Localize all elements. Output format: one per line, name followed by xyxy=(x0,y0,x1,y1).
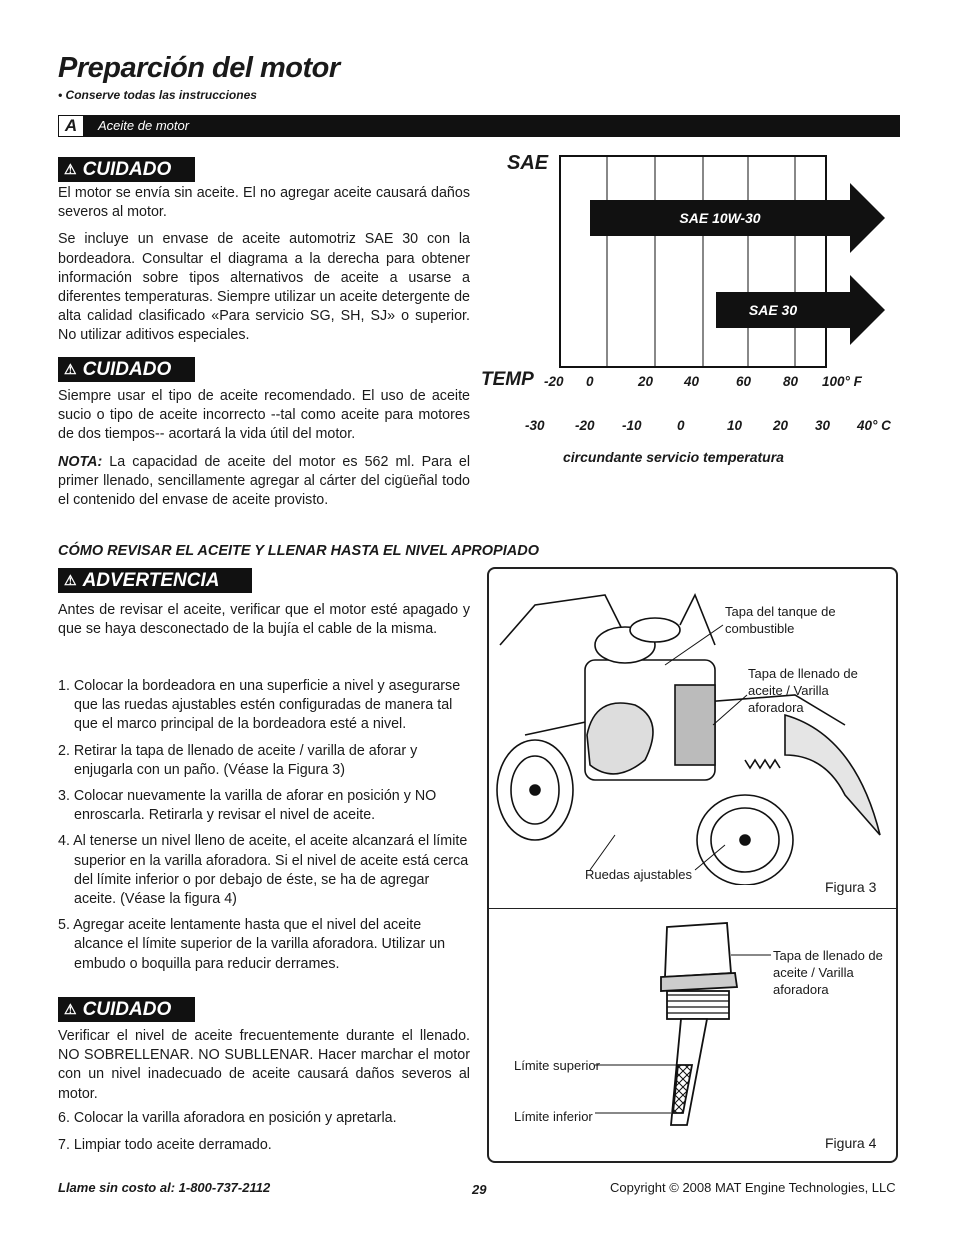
figure-divider xyxy=(489,908,896,909)
fig3-fuel-cap-label: Tapa del tanque de combustible xyxy=(725,604,836,636)
list-item: 6. Colocar la varilla aforadora en posición y apretarla. xyxy=(58,1110,397,1126)
caution-label-1: CUIDADO xyxy=(82,159,172,180)
section-label: Aceite de motor xyxy=(98,118,190,133)
note-text: La capacidad de aceite del motor es 562 ml. Para el primer llenado, sencillamente agregar al cárter del cigüeñal todo el contenido del envase de aceite provisto. xyxy=(58,453,470,509)
warning-triangle-icon: ⚠ xyxy=(64,572,77,588)
c-tick-label: 30 xyxy=(815,418,831,433)
f-tick-label: 80 xyxy=(783,374,799,389)
chart-sae-label: SAE xyxy=(507,152,549,174)
footer-copyright: Copyright © 2008 MAT Engine Technologies, LLC xyxy=(610,1180,896,1195)
list-item: 3. Colocar nuevamente la varilla de aforar en posición y NO enroscarla. Retirarla y revisar el nivel de aceite. xyxy=(58,788,437,824)
f-tick-label: 60 xyxy=(736,374,752,389)
caution-2-note xyxy=(58,453,470,511)
caution-banner-1 xyxy=(58,157,195,182)
section-heading-check-oil: CÓMO REVISAR EL ACEITE Y LLENAR HASTA EL NIVEL APROPIADO xyxy=(58,543,539,559)
list-item: 2. Retirar la tapa de llenado de aceite / varilla de aforar y enjugarla con un paño. (Véase la Figura 3) xyxy=(58,742,418,778)
caution-2-p1: Siempre usar el tipo de aceite recomendado. El uso de aceite sucio o tipo de aceite incorrecto --tal como aceite para motores de dos tiempos-- acortará la vida útil del motor. xyxy=(58,388,470,443)
list-item: 4. Al tenerse un nivel lleno de aceite, el aceite alcanzará el límite superior en la varilla aforadora. Si el nivel de aceite está cerca del límite inferior o por debajo de éste, se ha de agregar aceite. (Véase la figura 4) xyxy=(58,833,469,908)
list-item: 7. Limpiar todo aceite derramado. xyxy=(58,1137,272,1154)
caution-1-p2: Se incluye un envase de aceite automotriz SAE 30 con la bordeadora. Consultar el diagrama a la derecha para obtener información sobre tipos alternativos de aceite a usarse a diferentes temperaturas. Siempre utilizar un aceite detergente de alta calidad clasificado «Para servicio SG, SH, SJ» o superior. No utilizar aditivos especiales. xyxy=(58,231,470,344)
f-tick-label: 40 xyxy=(684,374,700,389)
series-label-2: SAE 30 xyxy=(748,302,798,318)
dipstick-illustration xyxy=(495,915,795,1135)
section-letter: A xyxy=(58,115,84,137)
caution-banner-3 xyxy=(58,997,195,1022)
caution-label-2: CUIDADO xyxy=(82,359,172,380)
c-tick-label: 0 xyxy=(677,418,685,433)
caution-banner-2 xyxy=(58,357,195,382)
list-item: 1. Colocar la bordeadora en una superficie a nivel y asegurarse que las ruedas ajustables estén configuradas de manera tal que el marco principal de la bordeadora esté a nivel. xyxy=(58,678,461,733)
steps-list-2 xyxy=(58,1109,470,1162)
warning-label: ADVERTENCIA xyxy=(82,570,220,591)
fig4-oil-cap-label: Tapa de llenado de aceite / Varilla aforadora xyxy=(773,948,883,997)
c-tick-label: 20 xyxy=(773,418,789,433)
warning-text: Antes de revisar el aceite, verificar que el motor esté apagado y que se haya desconectado de la bujía el cable de la misma. xyxy=(58,602,470,638)
steps-list xyxy=(58,677,470,981)
caution-1-p1: El motor se envía sin aceite. El no agregar aceite causará daños severos al motor. xyxy=(58,185,470,221)
fig3-wheels-label: Ruedas ajustables xyxy=(585,867,692,882)
c-tick-label: -10 xyxy=(622,418,642,433)
fig4-lower-limit-label: Límite inferior xyxy=(514,1109,593,1124)
caution-1-text xyxy=(58,184,470,346)
list-item: 5. Agregar aceite lentamente hasta que el nivel del aceite alcance el límite superior de la varilla aforadora. Utilizar un embudo o boquilla para reducir derrames. xyxy=(58,917,446,972)
caution-2-text xyxy=(58,387,470,510)
c-tick-label: -20 xyxy=(575,418,595,433)
warning-triangle-icon: ⚠ xyxy=(64,161,77,177)
figure-4-caption: Figura 4 xyxy=(825,1135,877,1151)
c-tick-label: -30 xyxy=(525,418,545,433)
c-tick-label: 40° C xyxy=(857,418,891,433)
warning-triangle-icon: ⚠ xyxy=(64,361,77,377)
fig4-upper-limit-label: Límite superior xyxy=(514,1058,600,1073)
f-tick-label: 20 xyxy=(638,374,654,389)
warning-banner xyxy=(58,568,252,593)
oil-chart xyxy=(500,150,900,375)
chart-temp-label: TEMP xyxy=(481,369,534,390)
figure-3-caption: Figura 3 xyxy=(825,879,877,895)
caution-label-3: CUIDADO xyxy=(82,999,172,1020)
f-tick-label: 100° F xyxy=(822,374,862,389)
page-number: 29 xyxy=(472,1182,487,1197)
page-subtitle: • Conserve todas las instrucciones xyxy=(58,88,257,102)
chart-caption: circundante servicio temperatura xyxy=(563,449,784,465)
fig3-oil-cap-label: Tapa de llenado de aceite / Varilla aforadora xyxy=(748,666,858,715)
f-tick-label: -20 xyxy=(544,374,564,389)
caution-3-text: Verificar el nivel de aceite frecuentemente durante el llenado. NO SOBRELLENAR. NO SUBLLENAR. Hacer marchar el motor con un nivel inadecuado de aceite causará daños severos al motor. xyxy=(58,1028,470,1102)
series-label-1: SAE 10W-30 xyxy=(679,210,761,226)
page-title: Preparción del motor xyxy=(58,52,340,84)
note-label: NOTA: xyxy=(58,453,103,470)
warning-triangle-icon: ⚠ xyxy=(64,1001,77,1017)
chart-frame xyxy=(560,156,826,367)
f-tick-label: 0 xyxy=(586,374,594,389)
footer-phone: Llame sin costo al: 1-800-737-2112 xyxy=(58,1180,271,1195)
c-tick-label: 10 xyxy=(727,418,743,433)
